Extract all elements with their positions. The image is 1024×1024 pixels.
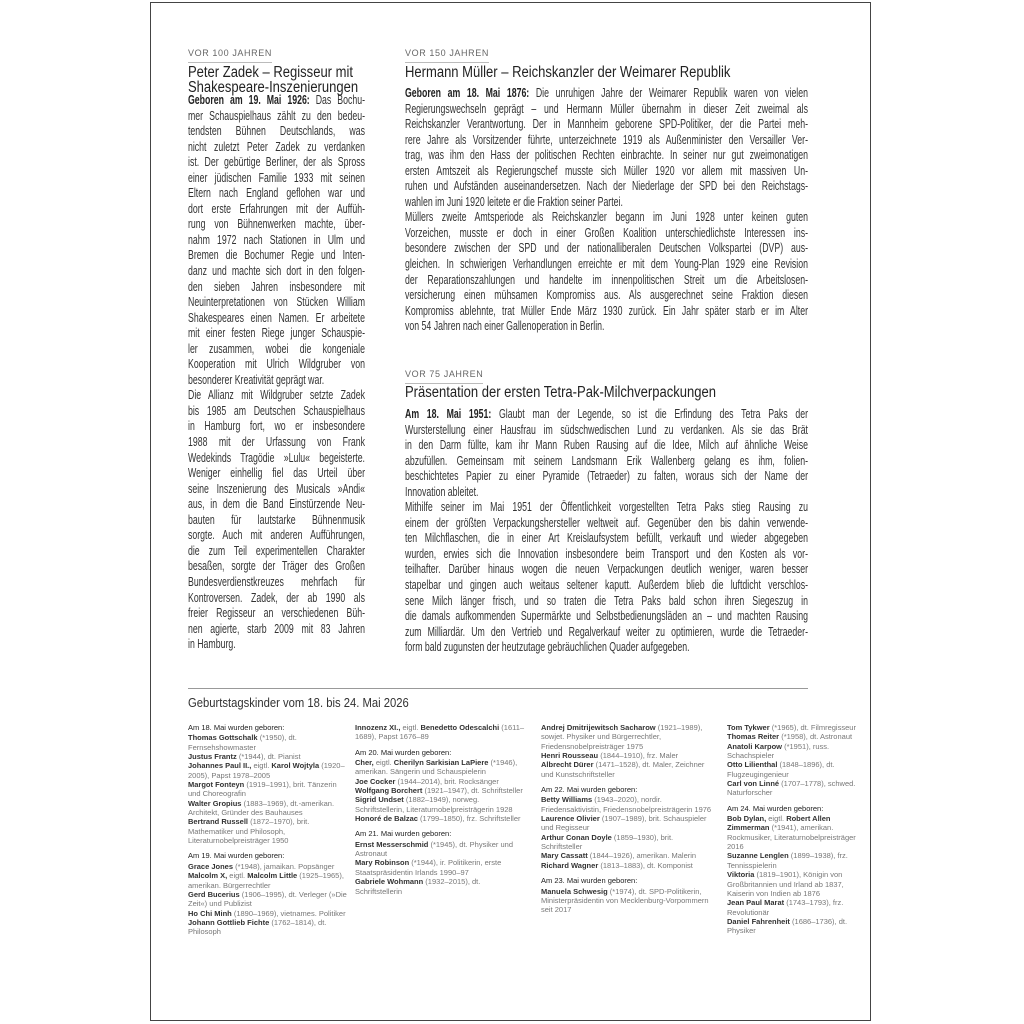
person-details: eigtl.: [766, 814, 787, 824]
text-line: bis 1985 am Deutschen Schauspielhaus: [188, 403, 365, 418]
person-details: (*1965), dt. Filmregisseur: [769, 723, 856, 732]
text-line: Kompromiss ablehnte, trat Müller Ende März 1930 zurück. Ein Jahr später starb er im Alter: [405, 303, 808, 318]
birthday-column: [355, 723, 527, 902]
person-details: (1872–1970), brit. Mathematiker und Philosoph, Literaturnobelpreisträger 1950: [188, 817, 310, 846]
person-name: Bertrand Russell: [188, 817, 249, 827]
birthday-entry: [355, 723, 527, 742]
text-line: einem der größten Verpackungshersteller weltweit auf. Gegenüber den bis dahin verwende-: [405, 515, 808, 530]
birthday-entry: [188, 909, 348, 918]
birthday-entry: [188, 862, 348, 871]
birthday-entry: [541, 723, 713, 751]
person-details: (*1944), dt. Pianist: [236, 752, 301, 762]
birthday-entry: [541, 814, 713, 833]
title-line: Präsentation der ersten Tetra-Pak-Milchverpackungen: [405, 384, 716, 401]
person-details: (1920–2005), Papst 1978–2005: [188, 761, 345, 780]
text: Die unruhigen Jahre der Weimarer Republik waren von vielen: [529, 86, 808, 100]
text-line: die damals aufkommenden Supermärkte und Selbstbedienungsläden an – und machten Rausing: [405, 609, 808, 624]
person-name: Cher,: [355, 758, 374, 768]
person-details: (1813–1883), dt. Komponist: [598, 860, 693, 870]
day-heading: Am 22. Mai wurden geboren:: [541, 785, 638, 795]
birthday-entry: [355, 777, 527, 786]
birthday-entry: [355, 786, 527, 795]
person-details: (1906–1995), dt. Verleger (»Die Zeit«) und Publizist: [188, 889, 347, 909]
birthday-entry: [727, 814, 867, 851]
birthday-entry: [355, 858, 527, 877]
birthday-entry: [188, 918, 348, 937]
section-label-tetrapak: [405, 364, 483, 384]
text-line: Vorzeichen, musste er doch in einer Großen Koalition unterschiedlichste Interessen ins-: [405, 225, 808, 240]
person-details: (1943–2020), nordir. Friedensaktivistin, Friedensnobelpreisträgerin 1976: [541, 795, 712, 814]
text-line: rung von Bühnenwerken machte, über-: [188, 217, 365, 232]
birthday-day-group: [355, 748, 527, 824]
label-text: VOR 100 JAHREN: [188, 48, 272, 63]
section-label-zadek: [188, 43, 272, 63]
text-line: Wursterstellung einer Hausfrau im südschwedischen Lund zu verdanken. Als sie das Brät: [405, 422, 808, 437]
text-line: Müllers zweite Amtsperiode als Reichskanzler begann im Juni 1928 unter keinen guten: [405, 210, 808, 225]
birthday-entry: [188, 871, 348, 890]
text-line: die zum Teil experimentellen Charakter: [188, 543, 365, 558]
text-line: Neuinterpretationen von Stücken William: [188, 295, 365, 310]
person-name: Henri Rousseau: [541, 751, 599, 761]
person-name: Malcolm Little: [247, 871, 298, 881]
text-line: stapelbar und gingen auch weitaus seltener kaputt. Außerdem blieb die luftdicht verschlos-: [405, 578, 808, 593]
day-heading: Am 24. Mai wurden geboren:: [727, 803, 824, 813]
person-name: Suzanne Lenglen: [727, 851, 789, 861]
text-line: ruhen und Aufständen auseinandersetzen. Nach der Niederlage der SPD bei den Reichstags-: [405, 179, 808, 194]
birthday-entry: [727, 870, 867, 898]
text-line: Bremen die Bochumer Regie und Inten-: [188, 248, 365, 263]
person-details: (1932–2015), dt. Schriftstellerin: [355, 877, 481, 896]
person-details: (1883–1969), dt.-amerikan. Architekt, Gründer des Bauhauses: [188, 798, 335, 818]
person-name: Carl von Linné: [727, 779, 780, 789]
birthday-entry: [727, 760, 867, 779]
person-details: (*1948), jamaikan. Popsänger: [233, 861, 335, 871]
text-line: bauten für lautstarke Bühnenmusik: [188, 512, 365, 527]
text-line: Weniger einhellig fiel das Urteil über: [188, 466, 365, 481]
person-name: Jean Paul Marat: [727, 898, 785, 908]
section-label-mueller: [405, 43, 489, 63]
person-details: (*1941), amerikan. Rockmusiker, Literaturnobelpreisträger 2016: [727, 823, 856, 852]
person-name: Andrej Dmitrijewitsch Sacharow: [541, 723, 656, 732]
text-line: mer Schauspielhaus zählt zu den bedeu-: [188, 108, 365, 123]
person-details: eigtl.: [227, 871, 248, 881]
person-name: Anatoli Karpow: [727, 741, 783, 751]
person-details: (*1946), amerikan. Sängerin und Schauspielerin: [355, 758, 518, 777]
birthday-entry: [727, 723, 867, 732]
person-name: Manuela Schwesig: [541, 886, 608, 896]
text-line: wurden, erwies sich die Innovation insbesondere beim Transport und den Kosten als vor-: [405, 546, 808, 561]
person-details: (*1945), dt. Physiker und Astronaut: [355, 839, 514, 859]
text-line: sene Milch länger frisch, und so traten die Tetra Paks bald schon ihren Siegeszug in: [405, 593, 808, 608]
birthday-entry: [727, 851, 867, 870]
birthday-entry: [188, 890, 348, 909]
birthday-entry: [355, 795, 527, 814]
birthday-entry: [727, 917, 867, 936]
day-heading: Am 18. Mai wurden geboren:: [188, 723, 285, 732]
birthday-column: [727, 723, 867, 942]
text-line: in Hamburg.: [188, 637, 236, 652]
person-name: Walter Gropius: [188, 798, 242, 808]
text-line: form bald zugunsten der heutzutage gebräuchlichen Quader aufgegeben.: [405, 640, 690, 655]
text-line: wahlen im Juni 1920 leitete er die Fraktion seiner Partei.: [405, 194, 623, 209]
title-line: Shakespeare-Inszenierungen: [188, 78, 359, 96]
person-name: Cherilyn Sarkisian LaPiere: [393, 758, 489, 768]
text-line: nen agierte, starb 2009 mit 83 Jahren: [188, 621, 365, 636]
person-name: Sigrid Undset: [355, 795, 404, 805]
person-name: Tom Tykwer: [727, 723, 770, 732]
text-line: nahm 1972 nach Stationen in Ulm und: [188, 232, 365, 247]
article-body-zadek: [188, 93, 365, 653]
text-line: gleichen. In schwierigen Verhandlungen erreichte er mit dem Young-Plan 1929 eine Revision: [405, 257, 808, 272]
birthday-entry: [727, 742, 867, 761]
text-line: Kooperation mit Ulrich Wildgruber von: [188, 357, 365, 372]
person-details: (*1950), dt. Fernsehshowmaster: [188, 733, 297, 752]
day-heading: Am 19. Mai wurden geboren:: [188, 851, 285, 861]
divider: [188, 688, 808, 689]
text-line: der Reparationszahlungen und handelte im innenpolitischen Streit um die Arbeitslosen-: [405, 272, 808, 287]
text-line: Mithilfe seiner im Mai 1951 der Öffentlichkeit vorgestellten Tetra Paks stieg Rausing zu: [405, 500, 808, 515]
text-line: den sieben Jahren insbesondere mit: [188, 279, 365, 294]
person-name: Bob Dylan,: [727, 814, 767, 824]
person-name: Thomas Reiter: [727, 732, 780, 742]
person-name: Grace Jones: [188, 861, 234, 871]
person-details: (1925–1965), amerikan. Bürgerrechtler: [188, 871, 344, 890]
text-line: rere Jahre als Vorsitzender führte, unterzeichnete 1919 als Außenminister den Versailler Ver-: [405, 132, 808, 147]
person-name: Betty Williams: [541, 795, 593, 805]
text-line: freier Regisseur an verschiedenen Büh-: [188, 606, 365, 621]
person-name: Karol Wojtyla: [271, 761, 320, 771]
birthday-entry: [188, 733, 348, 752]
text-line: in den Darm füllte, kam ihr Mann Ruben Rausing auf die Idee, Milch auf ähnliche Weise: [405, 438, 808, 453]
birthday-day-group: [355, 723, 527, 742]
text-line: Wedekinds Tragödie »Lulu« begeisterte.: [188, 450, 365, 465]
text-line: besaßen, sorgte der Träger des Großen: [188, 559, 365, 574]
birthday-entry: [188, 752, 348, 761]
birthday-day-group: [355, 829, 527, 895]
person-details: (1859–1930), brit. Schriftsteller: [541, 832, 674, 852]
lead-date: Geboren am 19. Mai 1926:: [188, 93, 310, 107]
day-heading: Am 20. Mai wurden geboren:: [355, 747, 452, 757]
person-details: (1921–1989), sowjet. Physiker und Bürgerrechtler, Friedensnobelpreisträger 1975: [541, 723, 703, 751]
person-name: Johannes Paul II.,: [188, 761, 252, 771]
text-line: dort erste Erfahrungen mit der Auffüh-: [188, 201, 365, 216]
lead-date: Geboren am 18. Mai 1876:: [405, 86, 530, 100]
text-line: versicherung einen mühsamen Kompromiss aus. Als ausgerechnet seine Fraktion diesen: [405, 288, 808, 303]
day-heading: Am 23. Mai wurden geboren:: [541, 876, 638, 886]
birthday-entry: [355, 877, 527, 896]
text-line: aus, in dem die Band Einstürzende Neu-: [188, 497, 365, 512]
text-line: 1988 mit der Urfassung von Frank: [188, 435, 365, 450]
text-line: in Hamburg fort, wo er insbesondere: [188, 419, 365, 434]
person-name: Arthur Conan Doyle: [541, 832, 612, 842]
text-line: mit einer festen Riege junger Schauspie-: [188, 326, 365, 341]
birthday-entry: [188, 761, 348, 780]
text-line: [405, 407, 808, 423]
article-title-zadek: [188, 66, 358, 95]
birthday-column: [188, 723, 348, 943]
person-details: eigtl.: [251, 761, 272, 771]
text-line: ler zusammen, wobei die kongeniale: [188, 341, 365, 356]
text-line: zum Milliardär. Um den Vertrieb und Regalverkauf weiter zu optimieren, wurde die Tetraeder-: [405, 624, 808, 639]
text-line: Kontroversen. Zadek, der ab 1990 als: [188, 590, 365, 605]
person-name: Daniel Fahrenheit: [727, 916, 790, 926]
day-heading: Am 21. Mai wurden geboren:: [355, 829, 452, 839]
birthday-day-group: [188, 723, 348, 845]
person-name: Ernst Messerschmid: [355, 839, 429, 849]
birthday-entry: [188, 817, 348, 845]
text-line: danz und machte sich dort in den folgen-: [188, 264, 365, 279]
birthday-entry: [188, 780, 348, 799]
lead-date: Am 18. Mai 1951:: [405, 407, 492, 421]
person-details: (*1974), dt. SPD-Politikerin, Ministerpräsidentin von Mecklenburg-Vorpommern seit 2017: [541, 886, 709, 915]
person-details: (1899–1938), frz. Tennisspielerin: [727, 851, 848, 870]
birthday-entry: [541, 795, 713, 814]
text-line: Reichskanzler Verantwortung. Der in Mannheim geborene SPD-Politiker, der die Partei meh-: [405, 117, 808, 132]
person-details: (1799–1850), frz. Schriftsteller: [417, 814, 521, 824]
birthdays-title: Geburtstagskinder vom 18. bis 24. Mai 2026: [188, 696, 409, 710]
text-line: [188, 93, 365, 109]
birthday-entry: [355, 814, 527, 823]
birthday-day-group: [727, 723, 867, 798]
person-details: (1686–1736), dt. Physiker: [727, 916, 848, 936]
person-details: (1819–1901), Königin von Großbritannien und Irland ab 1837, Kaiserin von Indien ab 1876: [727, 870, 844, 898]
text-line: teilhafter. Darüber hinaus wogen die neuen Verpackungen deutlich weniger, waren besser: [405, 562, 808, 577]
text-line: seine Inszenierung des Musicals »Andi«: [188, 481, 365, 496]
person-name: Gerd Bucerius: [188, 889, 240, 899]
person-details: eigtl.: [400, 723, 421, 732]
person-name: Malcolm X,: [188, 871, 228, 881]
person-details: (1919–1991), brit. Tänzerin und Choreografin: [188, 780, 337, 799]
person-details: (1882–1949), norweg. Schriftstellerin, Literaturnobelpreisträgerin 1928: [355, 795, 513, 814]
text-line: Innovation ableitet.: [405, 484, 479, 499]
birthday-entry: [541, 887, 713, 915]
person-details: (1907–1989), brit. Schauspieler und Regisseur: [541, 814, 707, 833]
birthday-entry: [541, 851, 713, 860]
text-line: [405, 86, 808, 102]
label-text: VOR 150 JAHREN: [405, 48, 489, 63]
article-title-mueller: [405, 66, 730, 81]
text-line: sorgte. Auch mit anderen Aufführungen,: [188, 528, 365, 543]
article-title-tetrapak: [405, 386, 716, 401]
person-details: eigtl.: [373, 758, 394, 768]
birthday-day-group: [727, 804, 867, 936]
person-details: (1844–1910), frz. Maler: [598, 751, 679, 761]
person-details: (1762–1814), dt. Philosoph: [188, 917, 327, 937]
birthday-day-group: [188, 851, 348, 936]
person-details: (*1944), ir. Politikerin, erste Staatspräsidentin Irlands 1990–97: [355, 858, 502, 877]
text-line: Bundesverdienstkreuzes mehrfach für: [188, 574, 365, 589]
person-name: Robert Allen Zimmerman: [727, 814, 831, 833]
person-name: Thomas Gottschalk: [188, 733, 258, 743]
birthday-entry: [355, 840, 527, 859]
person-name: Otto Lilienthal: [727, 760, 778, 770]
birthday-entry: [727, 732, 867, 741]
birthday-day-group: [541, 785, 713, 870]
birthday-entry: [541, 751, 713, 760]
text: Das Bochu-: [309, 93, 365, 107]
text-line: Shakespeares einen Namen. Er arbeitete: [188, 310, 365, 325]
text-line: beschichtetes Papier zu einer Pyramide (Tetraeder) zu falten, woraus sich der Name der: [405, 469, 808, 484]
text-line: ten Milchflaschen, die in einer Art Kreislaufsystem befüllt, verkauft und wieder abgegeben: [405, 531, 808, 546]
person-details: (1471–1528), dt. Maler, Zeichner und Kunstschriftsteller: [541, 760, 705, 779]
person-name: Benedetto Odescalchi: [420, 723, 500, 732]
person-name: Wolfgang Borchert: [355, 786, 423, 796]
title-line: Hermann Müller – Reichskanzler der Weimarer Republik: [405, 64, 731, 81]
text-line: besonderer Kreativität geprägt war.: [188, 372, 325, 387]
label-text: VOR 75 JAHREN: [405, 369, 483, 384]
person-name: Mary Cassatt: [541, 851, 588, 861]
birthday-day-group: [541, 723, 713, 779]
person-details: (1844–1926), amerikan. Malerin: [587, 851, 697, 861]
person-name: Innozenz XI.,: [355, 723, 401, 732]
text-line: besondere zwischen der SPD und der nationalliberalen Deutschen Volkspartei (DVP) aus-: [405, 241, 808, 256]
text-line: ist. Der gebürtige Berliner, der als Spross: [188, 155, 365, 170]
birthday-entry: [355, 758, 527, 777]
person-name: Laurence Olivier: [541, 814, 600, 824]
article-body-mueller: [405, 86, 808, 335]
birthday-entry: [541, 861, 713, 870]
person-name: Joe Cocker: [355, 776, 396, 786]
text-line: tendsten Bühnen Deutschlands, was: [188, 124, 365, 139]
person-name: Honoré de Balzac: [355, 814, 418, 824]
birthday-entry: [188, 799, 348, 818]
person-name: Ho Chi Minh: [188, 908, 232, 918]
person-name: Richard Wagner: [541, 860, 599, 870]
person-details: (1611–1689), Papst 1676–89: [355, 723, 525, 742]
text-line: ersten Amtszeit als Regierungschef musste sich Müller 1920 vor allem mit massiven Un-: [405, 163, 808, 178]
person-name: Justus Frantz: [188, 752, 237, 762]
text-line: Regierungswechseln geprägt – und Hermann Müller übernahm in dieser Zeit zweimal als: [405, 101, 808, 116]
title-line: Peter Zadek – Regisseur mit: [188, 64, 353, 81]
person-name: Mary Robinson: [355, 858, 410, 868]
text-line: von 54 Jahren nach einer Gallenoperation in Berlin.: [405, 319, 605, 334]
birthday-entry: [727, 898, 867, 917]
person-details: (1921–1947), dt. Schriftsteller: [422, 786, 523, 796]
person-name: Albrecht Dürer: [541, 760, 594, 770]
article-body-tetrapak: [405, 407, 808, 656]
text-line: Eltern nach England geflohen war und: [188, 186, 365, 201]
text-line: Die Allianz mit Wildgruber setzte Zadek: [188, 388, 365, 403]
person-name: Gabriele Wohmann: [355, 877, 424, 887]
person-details: (1743–1793), frz. Revolutionär: [727, 898, 844, 917]
birthday-entry: [541, 833, 713, 852]
birthday-column: [541, 723, 713, 921]
person-details: (1848–1896), dt. Flugzeugingenieur: [727, 760, 835, 779]
text-line: nicht zuletzt Peter Zadek zu verdanken: [188, 139, 365, 154]
birthday-entry: [541, 760, 713, 779]
person-details: (1707–1778), schwed. Naturforscher: [727, 779, 856, 798]
person-name: Margot Fonteyn: [188, 780, 245, 790]
text-line: abzufüllen. Gemeinsam mit seinem Landsmann Erik Wallenberg gelang es ihm, folien-: [405, 453, 808, 468]
text: Glaubt man der Legende, so ist die Erfindung des Tetra Paks der: [491, 407, 808, 421]
person-name: Johann Gottlieb Fichte: [188, 917, 270, 927]
text-line: einer jüdischen Familie 1933 mit seinen: [188, 170, 365, 185]
person-details: (*1958), dt. Astronaut: [779, 732, 853, 742]
person-details: (*1951), russ. Schachspieler: [727, 741, 830, 761]
birthday-day-group: [541, 876, 713, 914]
person-details: (1890–1969), vietnames. Politiker: [231, 908, 346, 918]
birthday-entry: [727, 779, 867, 798]
person-name: Viktoria: [727, 870, 755, 880]
text-line: trag, was ihm den Hass der politischen Rechten einbrachte. In seiner nur gut zweimonatigen: [405, 148, 808, 163]
person-details: (1944–2014), brit. Rocksänger: [395, 776, 499, 786]
